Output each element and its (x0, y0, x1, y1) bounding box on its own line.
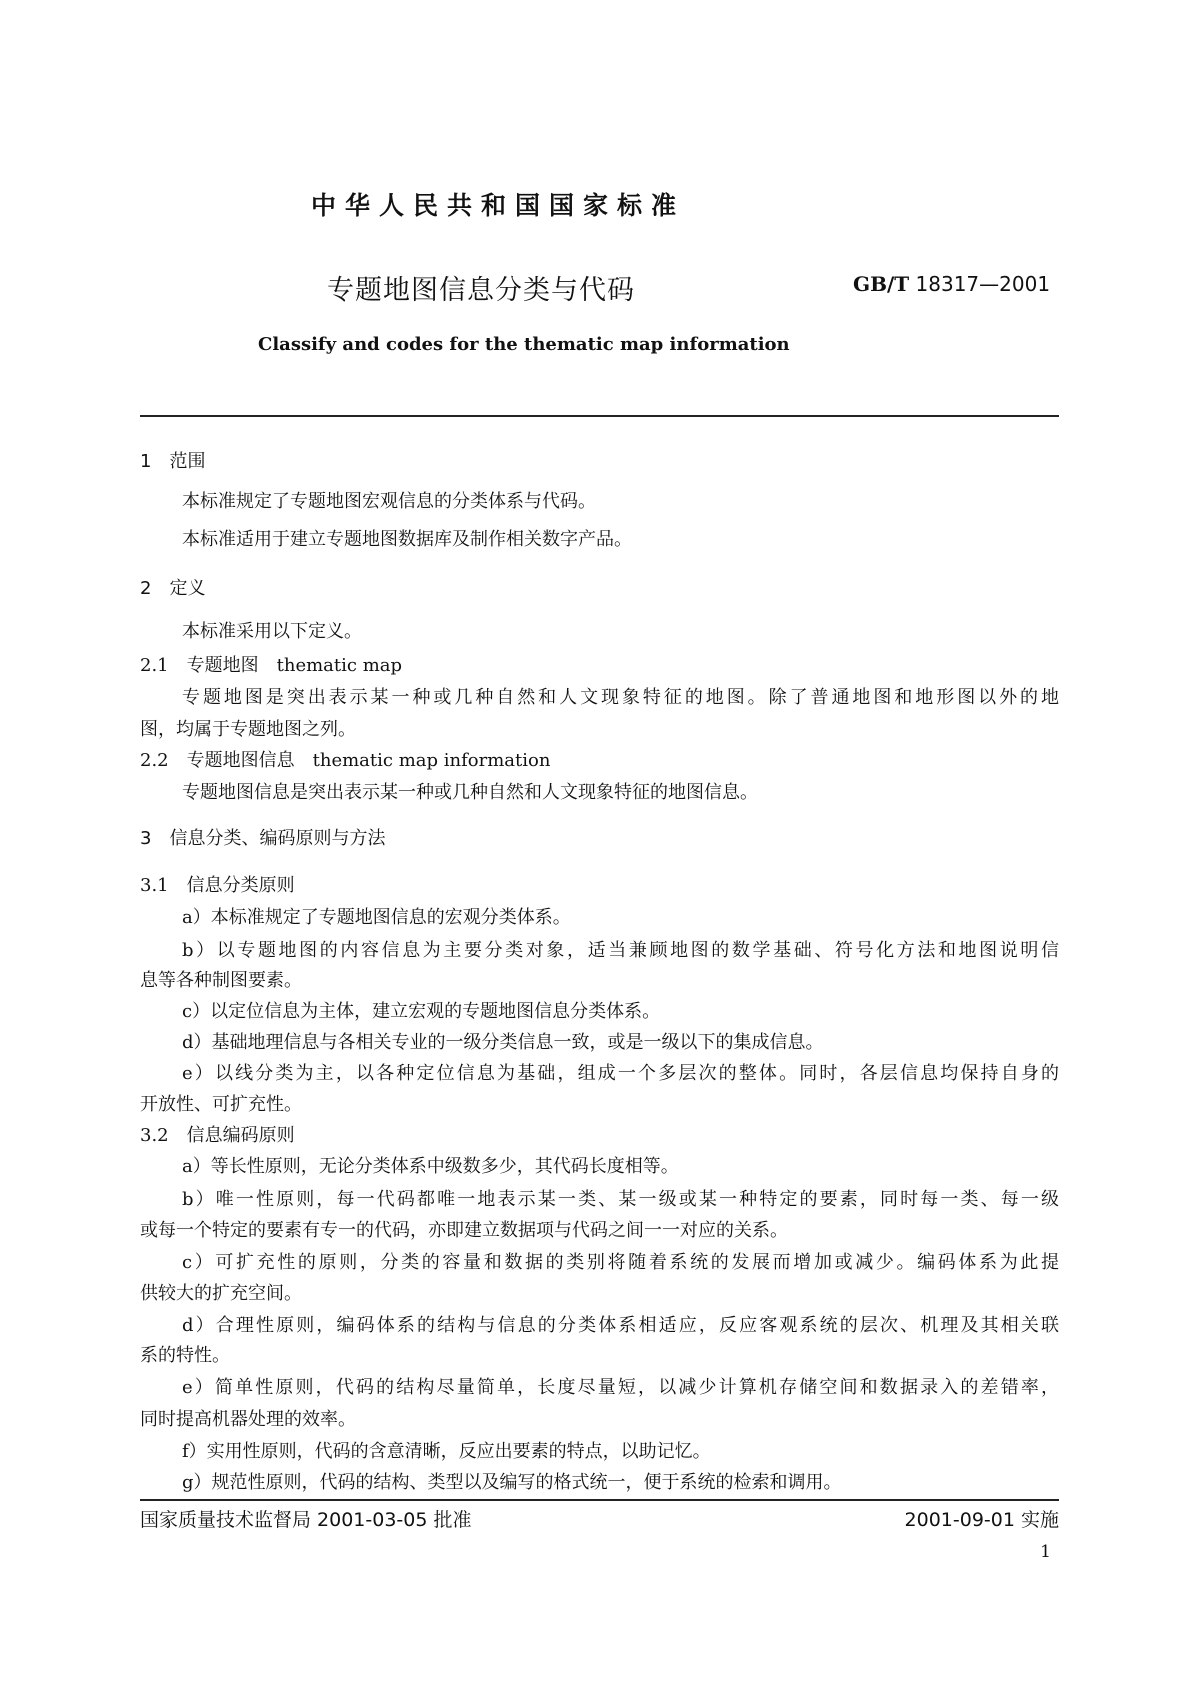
standard-prefix: GB/T (853, 272, 910, 296)
list-item: c）可扩充性的原则，分类的容量和数据的类别将随着系统的发展而增加或减少。编码体系为此提 (182, 1252, 1059, 1273)
effective-date: 2001-09-01 实施 (904, 1509, 1059, 1531)
list-item: e）以线分类为主，以各种定位信息为基础，组成一个多层次的整体。同时，各层信息均保持自身的 (182, 1063, 1059, 1084)
paragraph: 图，均属于专题地图之列。 (140, 719, 356, 740)
list-item-cont: 供较大的扩充空间。 (140, 1283, 302, 1304)
list-item: c）以定位信息为主体，建立宏观的专题地图信息分类体系。 (182, 1001, 661, 1022)
list-item-cont: 息等各种制图要素。 (140, 970, 302, 991)
page-number: 1 (1040, 1542, 1051, 1562)
list-item: f）实用性原则，代码的含意清晰，反应出要素的特点，以助记忆。 (182, 1441, 711, 1462)
list-item: a）等长性原则，无论分类体系中级数多少，其代码长度相等。 (182, 1156, 679, 1177)
footer-rule (140, 1499, 1059, 1501)
section-heading: 1 范围 (140, 451, 206, 472)
section-heading: 3 信息分类、编码原则与方法 (140, 828, 386, 849)
list-item: d）基础地理信息与各相关专业的一级分类信息一致，或是一级以下的集成信息。 (182, 1032, 824, 1053)
paragraph: 本标准适用于建立专题地图数据库及制作相关数字产品。 (182, 529, 632, 550)
list-item-cont: 同时提高机器处理的效率。 (140, 1409, 356, 1430)
org-title: 中华人民共和国国家标准 (311, 191, 686, 220)
definition-term: 2.1 专题地图 thematic map (140, 655, 403, 676)
list-item: a）本标准规定了专题地图信息的宏观分类体系。 (182, 907, 571, 928)
definition-term: 2.2 专题地图信息 thematic map information (140, 750, 551, 771)
subsection-heading: 3.2 信息编码原则 (140, 1125, 295, 1146)
header-rule (140, 415, 1059, 417)
list-item-cont: 系的特性。 (140, 1345, 230, 1366)
standard-code: 18317—2001 (915, 272, 1051, 296)
paragraph: 本标准采用以下定义。 (182, 621, 362, 642)
approval-text: 国家质量技术监督局 2001-03-05 批准 (140, 1509, 472, 1531)
list-item: d）合理性原则，编码体系的结构与信息的分类体系相适应，反应客观系统的层次、机理及其相关联 (182, 1315, 1059, 1336)
list-item-cont: 或每一个特定的要素有专一的代码，亦即建立数据项与代码之间一一对应的关系。 (140, 1220, 788, 1241)
paragraph: 本标准规定了专题地图宏观信息的分类体系与代码。 (182, 491, 596, 512)
doc-title: 专题地图信息分类与代码 (327, 275, 635, 306)
list-item: b）唯一性原则，每一代码都唯一地表示某一类、某一级或某一种特定的要素，同时每一类、每一级 (182, 1189, 1059, 1210)
english-title: Classify and codes for the thematic map information (258, 334, 790, 355)
paragraph: 专题地图信息是突出表示某一种或几种自然和人文现象特征的地图信息。 (182, 782, 758, 803)
paragraph: 专题地图是突出表示某一种或几种自然和人文现象特征的地图。除了普通地图和地形图以外的地 (182, 687, 1059, 708)
list-item: b）以专题地图的内容信息为主要分类对象，适当兼顾地图的数学基础、符号化方法和地图说明信 (182, 940, 1059, 961)
list-item: g）规范性原则，代码的结构、类型以及编写的格式统一，便于系统的检索和调用。 (182, 1472, 842, 1493)
list-item-cont: 开放性、可扩充性。 (140, 1094, 302, 1115)
section-heading: 2 定义 (140, 578, 206, 599)
subsection-heading: 3.1 信息分类原则 (140, 875, 295, 896)
list-item: e）简单性原则，代码的结构尽量简单，长度尽量短，以减少计算机存储空间和数据录入的差错率， (182, 1377, 1059, 1398)
standard-number (853, 274, 1050, 294)
